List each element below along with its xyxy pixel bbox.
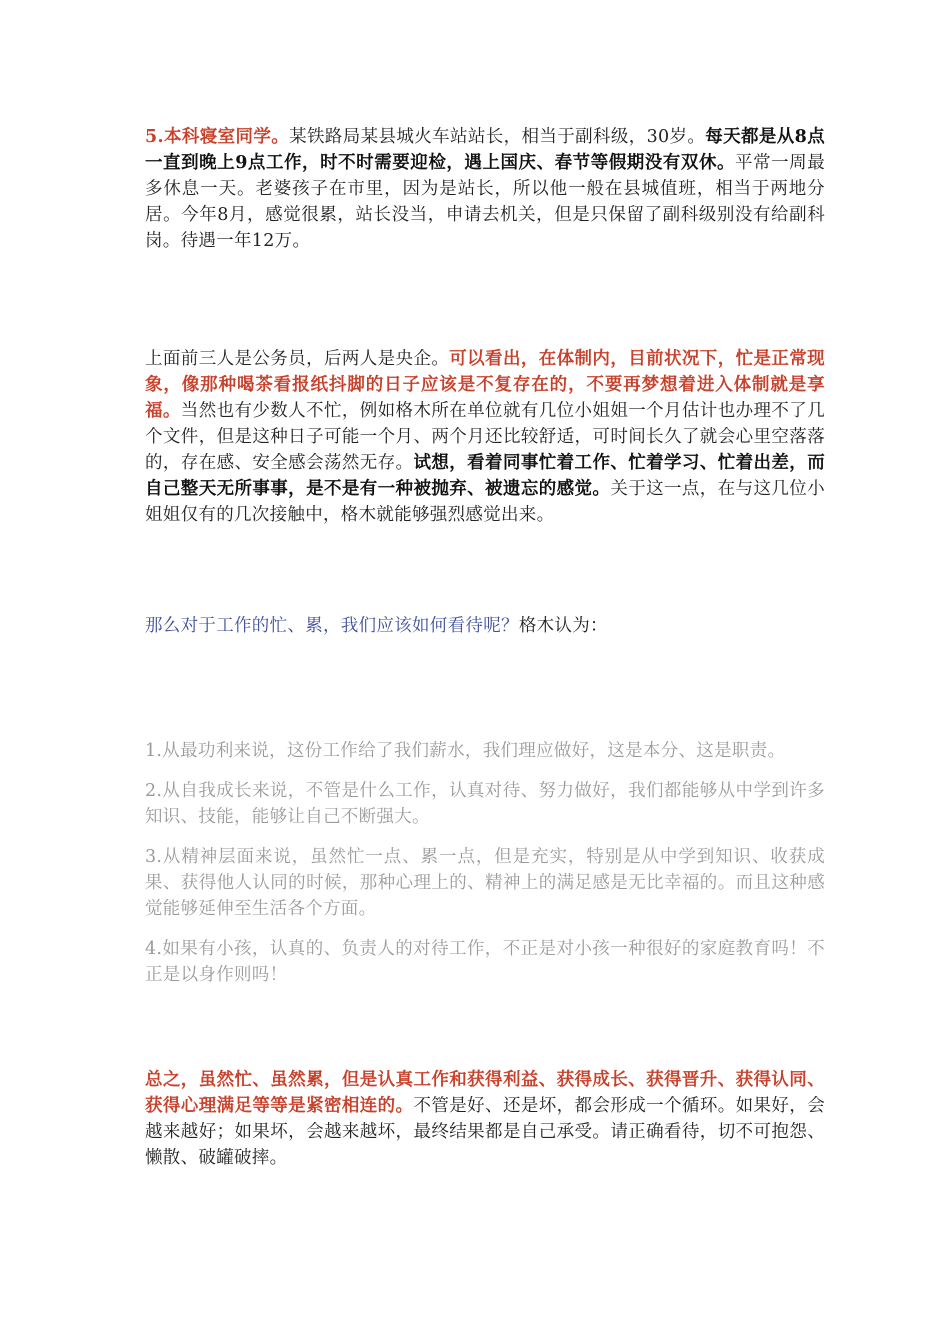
reasons-list: [145, 738, 825, 988]
list-item: 4.如果有小孩，认真的、负责人的对待工作，不正是对小孩一种很好的家庭教育吗！不正是以身作则吗！: [145, 939, 825, 985]
list-item: 3.从精神层面来说，虽然忙一点、累一点，但是充实，特别是从中学到知识、收获成果、获得他人认同的时候，那种心理上的、精神上的满足感是无比幸福的。而且这种感觉能够延伸至生活各个方面。: [145, 847, 825, 919]
paragraph-highlight: 总之，虽然忙、虽然累，但是认真工作和获得利益、获得成长、获得晋升、获得认同、获得心理满足等等是紧密相连的。: [145, 1070, 825, 1116]
paragraph-lead: 5.本科寝室同学。: [145, 127, 290, 147]
list-item: 2.从自我成长来说，不管是什么工作，认真对待、努力做好，我们都能够从中学到许多知识、技能，能够让自己不断强大。: [145, 781, 825, 827]
document-body: [145, 124, 825, 1171]
paragraph-text: 不管是好、还是坏，都会形成一个循环。如果好，会越来越好；如果坏，会越来越坏，最终结果都是自己承受。请正确看待，切不可抱怨、懒散、破罐破摔。: [145, 1096, 826, 1168]
paragraph-text: 关于这一点，在与这几位小姐姐仅有的几次接触中，格木就能够强烈感觉出来。: [145, 479, 825, 525]
paragraph-text: 上面前三人是公务员，后两人是央企。: [145, 349, 450, 369]
paragraph-classmate: [145, 124, 825, 254]
paragraph-highlight: 可以看出，在体制内，目前状况下，忙是正常现象，像那种喝茶看报纸抖脚的日子应该是不复存在的，不要再梦想着进入体制就是享福。: [145, 349, 825, 421]
list-item: 1.从最功利来说，这份工作给了我们薪水，我们理应做好，这是本分、这是职责。: [145, 741, 786, 761]
paragraph-text: 格木认为：: [518, 616, 608, 636]
paragraph-question: [145, 613, 825, 639]
paragraph-text: 某铁路局某县城火车站站长，相当于副科级，30岁。: [289, 127, 706, 147]
question-text: 那么对于工作的忙、累，我们应该如何看待呢？: [145, 616, 519, 636]
paragraph-bold: 每天都是从8点一直到晚上9点工作，时不时需要迎检，遇上国庆、春节等假期没有双休。: [145, 127, 826, 173]
paragraph-conclusion: [145, 1067, 825, 1171]
paragraph-text: 平常一周最多休息一天。老婆孩子在市里，因为是站长，所以他一般在县城值班，相当于两地分居。今年8月，感觉很累，站长没当，申请去机关，但是只保留了副科级别没有给副科岗。待遇一年12万。: [145, 153, 825, 251]
paragraph-bold: 试想，看着同事忙着工作、忙着学习、忙着出差，而自己整天无所事事，是不是有一种被抛弃、被遗忘的感觉。: [145, 453, 826, 499]
paragraph-text: 当然也有少数人不忙，例如格木所在单位就有几位小姐姐一个月估计也办理不了几个文件，但是这种日子可能一个月、两个月还比较舒适，可时间长久了就会心里空落落的，存在感、安全感会荡然无存。: [145, 401, 825, 473]
paragraph-summary: [145, 346, 825, 528]
